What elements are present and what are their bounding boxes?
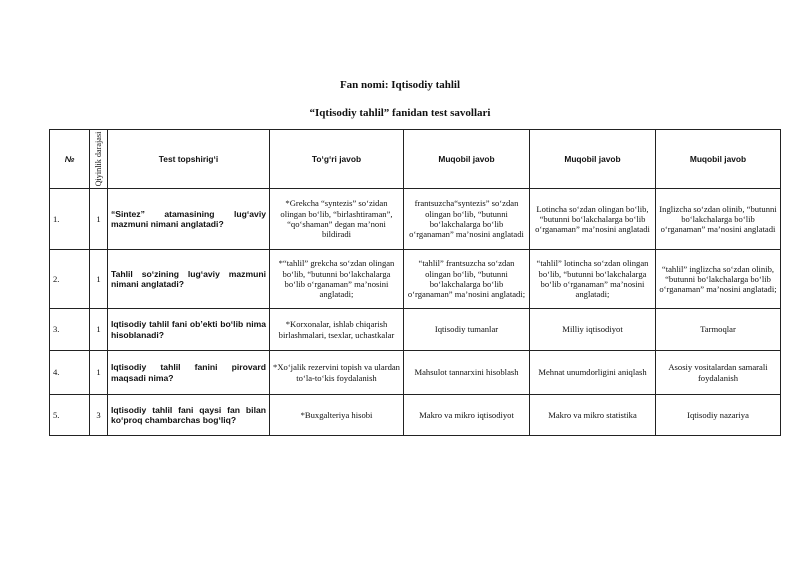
row-difficulty-level: 1 (90, 351, 108, 395)
row-number: 2. (50, 250, 90, 309)
document-subtitle: “Iqtisodiy tahlil” fanidan test savollari (309, 107, 491, 119)
row-alternative-answer-2: Mehnat unumdorligini aniqlash (530, 351, 656, 395)
row-alternative-answer-3: Iqtisodiy nazariya (656, 395, 781, 436)
row-number: 3. (50, 309, 90, 351)
row-correct-answer: *Xo‘jalik rezervini topish va ulardan to‘la-to‘kis foydalanish (270, 351, 404, 395)
row-alternative-answer-2: “tahlil” lotincha so‘zdan olingan bo‘lib, “butunni bo‘lakchalarga bo‘lib o‘rganaman” ma’nosini anglatadi; (530, 250, 656, 309)
row-difficulty-level: 1 (90, 250, 108, 309)
table-row (50, 351, 781, 395)
document-title: Fan nomi: Iqtisodiy tahlil (339, 79, 461, 91)
table-header-row (50, 130, 781, 189)
row-alternative-answer-3: Inglizcha so‘zdan olinib, “butunni bo‘lakchalarga bo‘lib o‘rganaman” ma’nosini anglatadi (656, 189, 781, 250)
table-row (50, 309, 781, 351)
row-alternative-answer-1: Makro va mikro iqtisodiyot (404, 395, 530, 436)
row-alternative-answer-1: frantsuzcha“syntezis” so‘zdan olingan bo‘lib, “butunni bo‘lakchalarga bo‘lib o‘rganaman” ma’nosini anglatadi (404, 189, 530, 250)
row-question: Iqtisodiy tahlil fani ob’ekti bo‘lib nima hisoblanadi? (108, 309, 270, 351)
row-correct-answer: *Buxgalteriya hisobi (270, 395, 404, 436)
row-correct-answer: *“tahlil” grekcha so‘zdan olingan bo‘lib, “butunni bo‘lakchalarga bo‘lib o‘rganaman” ma’nosini anglatadi; (270, 250, 404, 309)
header-number: № (50, 130, 90, 189)
row-alternative-answer-2: Milliy iqtisodiyot (530, 309, 656, 351)
row-alternative-answer-1: Mahsulot tannarxini hisoblash (404, 351, 530, 395)
row-difficulty-level: 1 (90, 189, 108, 250)
row-question: Iqtisodiy tahlil fani qaysi fan bilan ko‘proq chambarchas bog‘liq? (108, 395, 270, 436)
header-difficulty-label: Qiyinlik darajasi (93, 131, 103, 187)
row-difficulty-level: 3 (90, 395, 108, 436)
row-question: Tahlil so‘zining lug‘aviy mazmuni nimani anglatadi? (108, 250, 270, 309)
row-alternative-answer-1: Iqtisodiy tumanlar (404, 309, 530, 351)
row-number: 5. (50, 395, 90, 436)
row-alternative-answer-3: Tarmoqlar (656, 309, 781, 351)
table-row (50, 189, 781, 250)
header-difficulty-level (90, 130, 108, 189)
row-difficulty-level: 1 (90, 309, 108, 351)
table-row (50, 250, 781, 309)
header-correct-answer: To‘g‘ri javob (270, 130, 404, 189)
table-row (50, 395, 781, 436)
row-alternative-answer-1: “tahlil” frantsuzcha so‘zdan olingan bo‘lib, “butunni bo‘lakchalarga bo‘lib o‘rganaman” ma’nosini anglatadi; (404, 250, 530, 309)
row-question: Iqtisodiy tahlil fanini pirovard maqsadi nima? (108, 351, 270, 395)
header-alternative-answer-1: Muqobil javob (404, 130, 530, 189)
row-correct-answer: *Korxonalar, ishlab chiqarish birlashmalari, tsexlar, uchastkalar (270, 309, 404, 351)
row-question: “Sintez” atamasining lug‘aviy mazmuni nimani anglatadi? (108, 189, 270, 250)
test-questions-table (49, 129, 781, 436)
row-alternative-answer-3: Asosiy vositalardan samarali foydalanish (656, 351, 781, 395)
header-alternative-answer-2: Muqobil javob (530, 130, 656, 189)
row-alternative-answer-3: “tahlil” inglizcha so‘zdan olinib, “butunni bo‘lakchalarga bo‘lib o‘rganaman” ma’nosini anglatadi; (656, 250, 781, 309)
row-number: 4. (50, 351, 90, 395)
header-question: Test topshirig‘i (108, 130, 270, 189)
row-alternative-answer-2: Lotincha so‘zdan olingan bo‘lib, “butunni bo‘lakchalarga bo‘lib o‘rganaman” ma’nosini anglatadi (530, 189, 656, 250)
row-correct-answer: *Grekcha “syntezis” so‘zidan olingan bo‘lib, “birlashtiraman”, “qo‘shaman” degan ma’noni bildiradi (270, 189, 404, 250)
row-number: 1. (50, 189, 90, 250)
header-alternative-answer-3: Muqobil javob (656, 130, 781, 189)
row-alternative-answer-2: Makro va mikro statistika (530, 395, 656, 436)
